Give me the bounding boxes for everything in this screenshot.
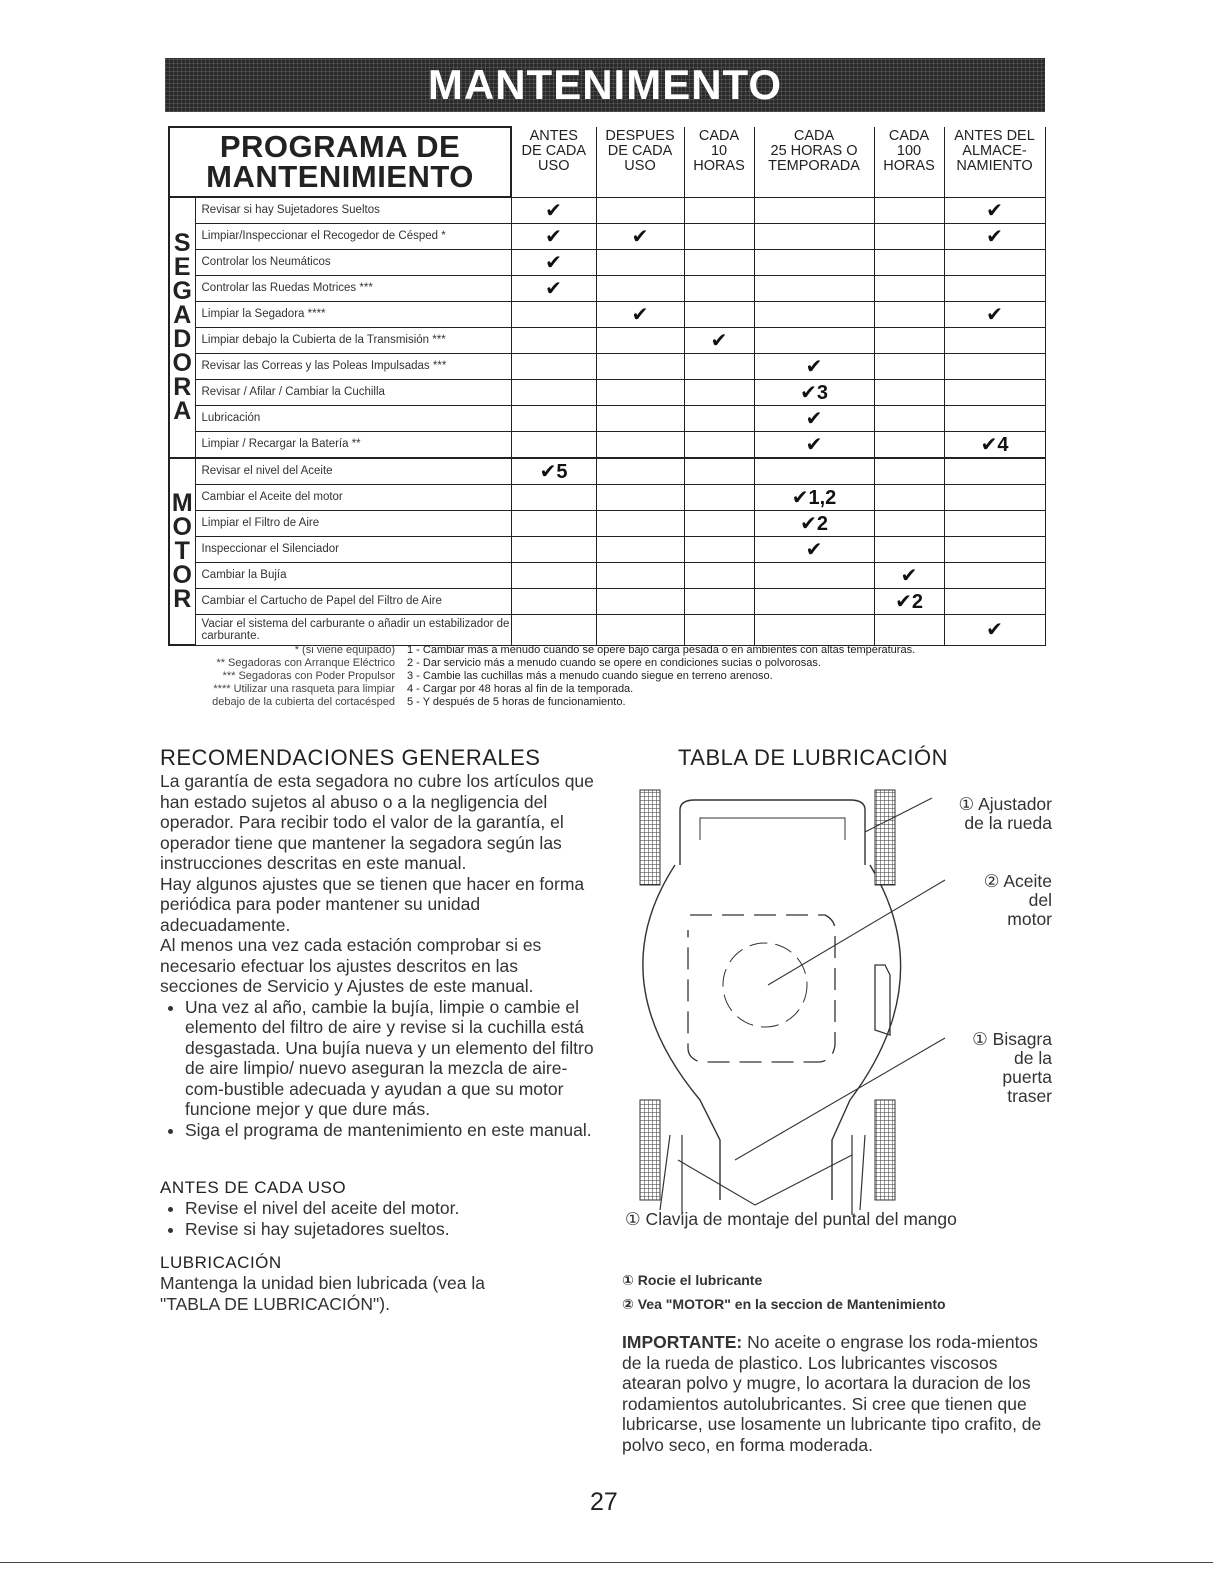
check-cell: ✔ <box>754 405 874 431</box>
rear-door <box>875 965 890 1035</box>
check-cell <box>596 249 684 275</box>
check-cell <box>684 301 754 327</box>
section-banner <box>165 58 1045 112</box>
check-cell <box>511 510 596 536</box>
task-cell: Revisar el nivel del Aceite <box>195 458 511 485</box>
check-cell <box>511 431 596 458</box>
table-row <box>169 405 1045 431</box>
task-cell: Cambiar el Cartucho de Papel del Filtro de Aire <box>195 588 511 614</box>
lubrication-chart-title: TABLA DE LUBRICACIÓN <box>678 745 948 770</box>
check-cell <box>596 614 684 645</box>
table-row <box>169 327 1045 353</box>
check-cell <box>874 197 944 223</box>
check-cell: ✔ <box>511 275 596 301</box>
lubrication-legend: ① Rocie el lubricante ② Vea "MOTOR" en la seccion de Mantenimiento <box>622 1272 946 1312</box>
check-cell <box>754 458 874 485</box>
task-cell: Limpiar debajo la Cubierta de la Transmisión *** <box>195 327 511 353</box>
check-cell: ✔ <box>944 614 1045 645</box>
check-cell <box>511 301 596 327</box>
table-row <box>169 484 1045 510</box>
check-cell <box>596 353 684 379</box>
paragraph: La garantía de esta segadora no cubre los artículos que han estado sujetos al abuso o a la negligencia del operador. Para recibir todo el valor de la garantía, el operador tiene que mantener la segadora según las instrucciones descritas en este manual. <box>160 771 594 873</box>
check-cell <box>874 275 944 301</box>
check-cell <box>684 405 754 431</box>
check-cell: ✔ <box>944 197 1045 223</box>
section-heading: LUBRICACIÓN <box>160 1253 282 1272</box>
check-cell <box>754 301 874 327</box>
label-wheel-adjuster: ① Ajustador de la rueda <box>958 794 1052 833</box>
check-cell <box>944 458 1045 485</box>
check-cell: ✔ <box>754 536 874 562</box>
task-cell: Revisar si hay Sujetadores Sueltos <box>195 197 511 223</box>
check-cell <box>511 562 596 588</box>
col-header: CADA 25 HORAS O TEMPORADA <box>754 127 874 197</box>
check-cell <box>684 431 754 458</box>
check-cell <box>874 379 944 405</box>
table-row <box>169 458 1045 485</box>
check-cell <box>684 223 754 249</box>
check-cell <box>596 197 684 223</box>
table-row <box>169 275 1045 301</box>
table-row <box>169 197 1045 223</box>
front-right-wheel <box>875 790 895 885</box>
footnote-number: 4 - Cargar por 48 horas al fin de la temporada. <box>407 683 634 695</box>
label-engine-oil: ② Aceite del motor <box>983 871 1052 929</box>
table-row <box>169 301 1045 327</box>
list-item: • Revise si hay sujetadores sueltos. <box>185 1219 600 1240</box>
check-cell: ✔ <box>596 301 684 327</box>
section-heading: RECOMENDACIONES GENERALES <box>160 745 541 770</box>
footnote-symbol: debajo de la cubierta del cortacésped <box>212 696 395 708</box>
table-row <box>169 431 1045 458</box>
check-cell <box>874 223 944 249</box>
check-cell: ✔5 <box>511 458 596 485</box>
check-cell <box>684 484 754 510</box>
check-cell <box>944 588 1045 614</box>
check-cell: ✔4 <box>944 431 1045 458</box>
footnote-number: 3 - Cambie las cuchillas más a menudo cuando siegue en terreno arenoso. <box>407 670 773 682</box>
check-cell <box>684 562 754 588</box>
table-row <box>169 353 1045 379</box>
check-cell <box>944 327 1045 353</box>
task-cell: Limpiar/Inspeccionar el Recogedor de Césped * <box>195 223 511 249</box>
check-cell <box>874 484 944 510</box>
rear-right-wheel <box>875 1100 895 1200</box>
check-cell <box>596 484 684 510</box>
list-item: • Siga el programa de mantenimiento en este manual. <box>185 1120 600 1141</box>
rear-left-wheel <box>640 1100 660 1200</box>
check-cell <box>684 588 754 614</box>
check-cell <box>944 353 1045 379</box>
task-cell: Limpiar la Segadora **** <box>195 301 511 327</box>
check-cell: ✔ <box>754 431 874 458</box>
bullet-list <box>160 1198 600 1239</box>
check-cell <box>684 458 754 485</box>
check-cell <box>874 327 944 353</box>
check-cell <box>944 249 1045 275</box>
check-cell <box>684 249 754 275</box>
paragraph: Hay algunos ajustes que se tienen que hacer en forma periódica para poder mantener su unidad adecuadamente. <box>160 873 585 935</box>
task-cell: Limpiar el Filtro de Aire <box>195 510 511 536</box>
check-cell <box>596 379 684 405</box>
check-cell <box>754 327 874 353</box>
table-row <box>169 223 1045 249</box>
footnote-symbol: * (si viene equipado) <box>294 644 395 656</box>
check-cell: ✔ <box>596 223 684 249</box>
engine-outline <box>723 943 807 1027</box>
check-cell <box>511 379 596 405</box>
check-cell: ✔2 <box>754 510 874 536</box>
check-cell: ✔3 <box>754 379 874 405</box>
check-cell <box>511 588 596 614</box>
check-cell <box>511 327 596 353</box>
check-cell: ✔1,2 <box>754 484 874 510</box>
mower-lubrication-diagram <box>620 780 1040 1220</box>
check-cell <box>754 275 874 301</box>
col-header: CADA 10 HORAS <box>684 127 754 197</box>
check-cell: ✔ <box>874 562 944 588</box>
check-cell <box>511 405 596 431</box>
handle-outline <box>680 800 865 865</box>
check-cell <box>874 405 944 431</box>
check-cell <box>684 197 754 223</box>
check-cell <box>754 249 874 275</box>
check-cell <box>944 562 1045 588</box>
diagram-caption: ① Clavija de montaje del puntal del mango <box>625 1209 957 1229</box>
check-cell <box>596 405 684 431</box>
check-cell: ✔ <box>944 301 1045 327</box>
bullet-list <box>160 997 600 1141</box>
bottom-rule <box>0 1562 1213 1563</box>
check-cell <box>944 405 1045 431</box>
table-row <box>169 588 1045 614</box>
check-cell <box>944 275 1045 301</box>
check-cell <box>944 484 1045 510</box>
check-cell <box>874 431 944 458</box>
check-cell: ✔2 <box>874 588 944 614</box>
footnote-symbol: **** Utilizar una rasqueta para limpiar <box>213 683 395 695</box>
check-cell <box>596 510 684 536</box>
footnote-number: 1 - Cambiar más a menudo cuando se opere bajo carga pesada o en ambientes con altas temperaturas. <box>407 644 916 656</box>
check-cell <box>596 327 684 353</box>
check-cell <box>511 614 596 645</box>
front-left-wheel <box>640 790 660 885</box>
check-cell <box>511 484 596 510</box>
check-cell <box>684 510 754 536</box>
table-row <box>169 536 1045 562</box>
check-cell <box>944 536 1045 562</box>
footnote-number: 2 - Dar servicio más a menudo cuando se opere en condiciones sucias o polvorosas. <box>407 657 821 669</box>
check-cell <box>944 510 1045 536</box>
check-cell <box>596 431 684 458</box>
check-cell <box>874 510 944 536</box>
check-cell: ✔ <box>511 249 596 275</box>
check-cell <box>596 275 684 301</box>
mower-section-label: S E G A D O R A <box>169 197 195 458</box>
check-cell <box>754 614 874 645</box>
task-cell: Controlar las Ruedas Motrices *** <box>195 275 511 301</box>
check-cell <box>754 197 874 223</box>
label-rear-door-hinge: ① Bisagra de la puerta traser <box>972 1029 1052 1106</box>
footnote-symbol: ** Segadoras con Arranque Eléctrico <box>216 657 395 669</box>
check-cell <box>874 249 944 275</box>
banner-title: MANTENIMENTO <box>427 61 783 108</box>
check-cell: ✔ <box>754 353 874 379</box>
check-cell <box>684 275 754 301</box>
check-cell <box>596 588 684 614</box>
table-row <box>169 249 1045 275</box>
task-cell: Cambiar el Aceite del motor <box>195 484 511 510</box>
paragraph: Mantenga la unidad bien lubricada (vea la "TABLA DE LUBRICACIÓN"). <box>160 1273 485 1314</box>
table-row <box>169 562 1045 588</box>
check-cell <box>754 588 874 614</box>
important-note: IMPORTANTE: No aceite o engrase los roda-mientos de la rueda de plastico. Los lubricantes viscosos atearan polvo y mugre, lo acortara la duracion de los rodamientos autolubricantes. Si cree que tienen que lubricarse, use losamente un lubricante tipo crafito, de polvo seco, en forma moderada. <box>622 1332 1042 1455</box>
schedule-title: PROGRAMA DE MANTENIMIENTO <box>169 127 511 197</box>
check-cell: ✔ <box>511 223 596 249</box>
task-cell: Revisar las Correas y las Poleas Impulsadas *** <box>195 353 511 379</box>
table-row <box>169 379 1045 405</box>
col-header: DESPUES DE CADA USO <box>596 127 684 197</box>
paragraph: Al menos una vez cada estación comprobar si es necesario efectuar los ajustes descritos en las secciones de Servicio y Ajustes de este manual. <box>160 935 542 996</box>
check-cell <box>511 353 596 379</box>
list-item: • Revise el nivel del aceite del motor. <box>185 1198 600 1219</box>
col-header: CADA 100 HORAS <box>874 127 944 197</box>
footnote-symbol: *** Segadoras con Poder Propulsor <box>222 670 395 682</box>
check-cell: ✔ <box>684 327 754 353</box>
task-cell: Cambiar la Bujía <box>195 562 511 588</box>
general-recommendations <box>160 745 600 1314</box>
section-heading: ANTES DE CADA USO <box>160 1178 347 1197</box>
check-cell <box>874 536 944 562</box>
check-cell <box>511 536 596 562</box>
col-header: ANTES DE CADA USO <box>511 127 596 197</box>
check-cell: ✔ <box>944 223 1045 249</box>
task-cell: Vaciar el sistema del carburante o añadir un estabilizador de carburante. <box>195 614 511 645</box>
check-cell <box>684 614 754 645</box>
task-cell: Limpiar / Recargar la Batería ** <box>195 431 511 458</box>
footnote-number: 5 - Y después de 5 horas de funcionamiento. <box>407 696 626 708</box>
table-row <box>169 510 1045 536</box>
check-cell <box>596 536 684 562</box>
task-cell: Inspeccionar el Silenciador <box>195 536 511 562</box>
check-cell <box>944 379 1045 405</box>
list-item: • Una vez al año, cambie la bujía, limpie o cambie el elemento del filtro de aire y revise si la cuchilla está desgastada. Una bujía nueva y un elemento del filtro de aire limpio/ nuevo aseguran la mezcla de aire-com-bustible adecuada y ayudan a que su motor funcione mejor y que dure más. <box>185 997 600 1120</box>
task-cell: Controlar los Neumáticos <box>195 249 511 275</box>
check-cell <box>684 379 754 405</box>
check-cell: ✔ <box>511 197 596 223</box>
maintenance-schedule-table <box>168 126 1046 646</box>
check-cell <box>874 301 944 327</box>
check-cell <box>874 353 944 379</box>
check-cell <box>754 223 874 249</box>
check-cell <box>684 536 754 562</box>
page-number: 27 <box>590 1488 618 1516</box>
check-cell <box>596 458 684 485</box>
check-cell <box>754 562 874 588</box>
col-header: ANTES DEL ALMACE- NAMIENTO <box>944 127 1045 197</box>
task-cell: Lubricación <box>195 405 511 431</box>
check-cell <box>684 353 754 379</box>
check-cell <box>874 614 944 645</box>
check-cell <box>596 562 684 588</box>
engine-section-label: M O T O R <box>169 458 195 646</box>
task-cell: Revisar / Afilar / Cambiar la Cuchilla <box>195 379 511 405</box>
table-row <box>169 614 1045 645</box>
check-cell <box>874 458 944 485</box>
